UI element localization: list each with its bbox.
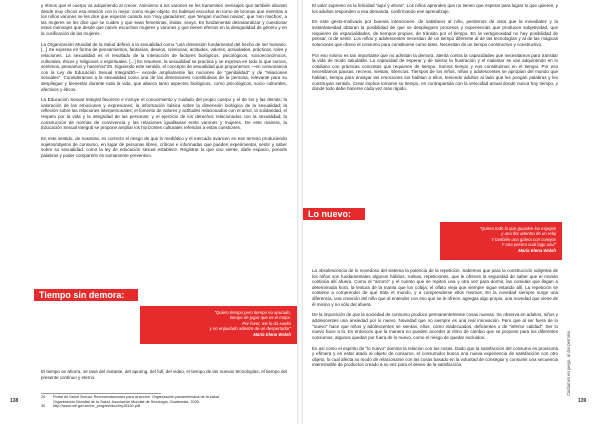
quote-line: tiempo de jugar que es el mejor. [229, 315, 291, 321]
paragraph: Por eso mismo es tan importante que no admitan la demora, atenta contra la capacidades que necesitamos para transitar la vida de modo saludable. La capacidad de esperar y de tolerar la frustración y el malestar se van adquiriendo en lo cotidiano con prácticas concretas que requieren de tiempo. Somos tiempo y nos constituimos en el tiempo. Por eso necesitamos pausas, recreos, siestas, silencios. Tiempos de los niños, niñas y adolescentes se apropian del mundo que habitan, tiempo para ensayar las emociones los habitan a ellos, teniendo adultos al lado que les pongan palabras y les construyan sentido. Crear implica tomarse su tiempo, en contrapartida con la velocidad actual donde nunca hay tiempo, y donde todo debe hacerse cada vez más rápido. [312, 52, 558, 92]
paragraph: La Educación Sexual Integral favorece e incluye el conocimiento y cuidado del propio cuerpo y el de los y las demás; la valoración de las emociones y expresiones; la información básica sobre la dimensión biológica de la sexualidad; la reflexión sobre las relaciones interpersonales; el fomento de valores y actitudes relacionados con el amor, la solidaridad, el respeto por la vida y la integridad de las personas; y el ejercicio de los derechos relacionados con la sexualidad; la construcción de normas de convivencia y las relaciones igualitarias entre varones y mujeres. De este manera, la Educación Sexual Integral se propone ampliar los horizontes culturales referidos a estas cuestiones. [41, 97, 287, 131]
paragraph: En este gesto-motivado por buenas intenciones- de satisfacer al niño, perdemos de vista que la inmediatez y la instantaneidad obturan la posibilidad de que se desplieguen procesos y experiencias que producen subjetividad, que requieren de espacialidades, de tiempos propios, de tránsito por el tiempo. En la vertiginosidad no hay posibilidad de pensar, ni de sentir. Los niños y adolescentes necesitan de un tiempo diferente al de las tecnologías y al de las mágicas soluciones que ofrece el consumo para constituirse como tales. Necesitan de un tiempo constructivo y constructivo. [312, 19, 558, 47]
left-page-body [41, 3, 287, 164]
quote-line: "Quiero tiempo pero tiempo no apurado, [214, 310, 291, 315]
quote-author: María Elena Walsh [518, 247, 556, 253]
quote-line: "Quiero todo lo que guarden los espejos [479, 226, 556, 231]
paragraph: La Organización Mundial de la Salud definió a la sexualidad como "una dimensión fundamental del hecho de ser humano. [...] Se expresa en forma de pensamientos, fantasías, deseos, creencias, actitudes, valores, actividades, prácticas, roles y relaciones. La sexualidad es el resultado de la interacción de factores biológicos, psicológicos, socioeconómicos, culturales, éticos y religiosos o espirituales. [...] En resumen, la sexualidad se practica y se expresa en todo lo que somos, sentimos, pensamos y hacemos"29. Siguiendo este sentido, el concepto de sexualidad que proponemos —en consonancia con la Ley de Educación Sexual Integral30— excede ampliamente las nociones de "genitalidad" y de "relaciones sexuales". Consideramos a la sexualidad como una de las dimensiones constitutivas de la persona, relevante para su despliegue y bienestar durante toda la vida, que abarca tanto aspectos biológicos, como psicológicos, socio culturales, afectivos y éticos. [41, 41, 287, 92]
section-heading: Lo nuevo: [308, 209, 351, 219]
footnote-text: Portal de Salud Sexual. Recomendaciones para la acción. Organización panamericana de la salud [53, 395, 219, 399]
left-page-after-quote [41, 369, 287, 385]
quote-line: Por favor, me lo da suelto [242, 320, 291, 326]
footnote-number: 29 [41, 395, 46, 399]
page-number: 139 [578, 398, 587, 404]
quote-line: Y una pecera cual lago azul" [501, 242, 556, 248]
paragraph: En este sentido, de nosotras, es correcto el riesgo de que lo mediático y el mercado avancen en ese terreno produciendo sujetos/objetos de consumo, en lugar de personas libres, críticas e informadas que pueden experimentar, sentir y saber sobre su sexualidad, como la ley de educación sexual establece. Registrar lo que uno siente, darle espacio, ponerle palabras y poder compartirlo es sumamente preventivo. [41, 136, 287, 158]
section-heading: Tiempo sin demora: [39, 290, 125, 300]
quote-line: y no enjaulado adentro de un despertador" [209, 326, 291, 332]
quote-line: Y también una galera con conejos [491, 236, 556, 242]
quote-author: María Elena Walsh [253, 331, 291, 337]
footnote-number: 30 [41, 404, 46, 409]
poem-quote [444, 226, 556, 253]
footnotes [41, 395, 291, 409]
right-page-body-top [312, 3, 558, 97]
poem-quote [145, 310, 291, 337]
section-side-label: Cuidarnos en juego, al dar permiso [566, 330, 571, 396]
paragraph: La obsolescencia de lo novedoso del sistema la potencia de la repetición. Sabemos que para la construcción subjetiva de los niños son fundamentales algunos hábitos, rutinas, repeticiones, que le ofrecen la seguridad de saber que el mundo continúa allí afuera. Como el "arrorró" y el cuento que se repiten una y otra vez para dormir, las comidas que llegan a determinada hora, la textura de la manta que los cobija, el olfato vieja que siempre sigue estando allí. La repetición se contiene a comprender de qué trata el mundo, y a comprenderse ellos mismos. En la novedad siempre surge una diferencia, una creación del niño que al entender con eso que se le ofrece, agregas algo propio, una novedad que viene de él mismo y no sólo del afuera. [312, 268, 558, 307]
paragraph: El tiempo se ahorra, se tasa del instante, del apuring, del full, del video, el tiempo de las nuevas tecnologías, el tiempo del presente continuo y eterno. [41, 369, 287, 380]
quote-line: y una flor adentro de un reloj [501, 231, 556, 237]
paragraph: De la imposición de que la sociedad de consumo produce permanentemente cosas nuevas. Se observa en adultos, niños y adolescentes una ansiedad por lo nuevo. Novedad que no siempre es una real innovación. Pero que al ser fuera de lo "nuevo" hace que niños y adolescentes se sientan, ellos, como inadecuados, deficientes o de "inferior calidad". Ser lo nuevo hace a lo. Es entonces que la manera no pueden acceder al ritmo de cambio que se propone para los diferentes consumos, algunos quedan por fuera de lo nuevo, como el riesgo de quedar excluidos. [312, 312, 558, 340]
footnote-link[interactable]: http://www.me.gov.ar/me_prog/esi/doc/ley26150.pdf [53, 404, 141, 409]
paragraph: y ritmos que el cuerpo va adquiriendo al crecer. Asimismo a los varones se les transmiten mensajes que también abonan desde muy chicos esa relación con lo mejor, como mujer-objeto. Es habitual escuchar en torno de bromas que mientras a los niños varones se les dice que esperan cuando son 'muy ganadores', que 'tengan muchas novias', que 'son machos', a las mujeres se les dice que se cuiden y que sean femeninas, lindas, sexys. Es fundamental desnaturalizar y cuestionar estos mensajes que desde que nacen escuchan mujeres y varones y que tienen efectos en la desigualdad de género y en la cosificación de las mujeres. [41, 3, 287, 36]
page-number: 138 [10, 398, 19, 404]
footnote-divider [41, 393, 161, 394]
footnote-text: Organización Mundial de la Salud, Asociación Mundial de Sexología, Guatemala, 2000. [53, 399, 200, 404]
right-page-body-bottom [312, 268, 558, 373]
paragraph: Es así como el espíritu de "lo nuevo" domina la relación con las cosas. Dado que la satisfacción del consumo es provisoria y efímera y en estar atado al objeto de consumo, el consumidor busca una nueva experiencia de satisfacción con otro objeto, lo cual afecta su modo de relacionarse con las cosas basado en la voluntad de conseguir y consumir una secuencia interminable de productos creado a su vez para el deseo de la satisfacción. [312, 345, 558, 368]
paragraph: El valor supremo es la felicidad "aquí y ahora". Los niños aprenden que no tienen que esperar para lograr lo que quieren, y los adultos responden a esa demanda, confirmando ese aprendizaje. [312, 3, 558, 14]
footnote [41, 404, 291, 409]
